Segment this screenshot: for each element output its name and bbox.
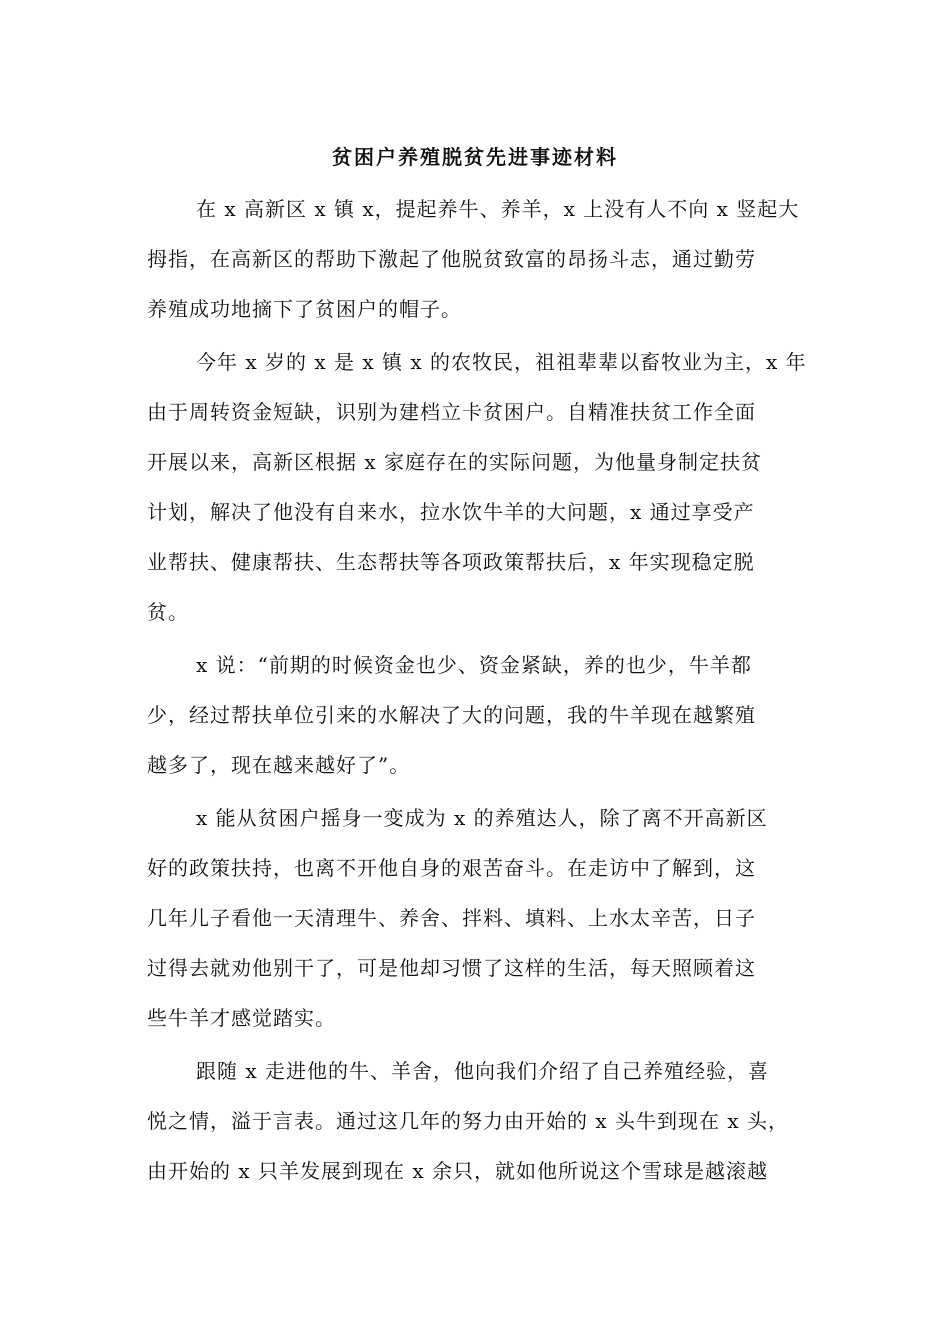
paragraph-1-line-2: 拇指，在高新区的帮助下激起了他脱贫致富的昂扬斗志，通过勤劳 [147,247,756,271]
paragraph-1-line-1: 在 x 高新区 x 镇 x，提起养牛、养羊，x 上没有人不向 x 竖起大 [196,197,800,221]
paragraph-2-line-4: 计划，解决了他没有自来水，拉水饮牛羊的大问题，x 通过享受产 [147,500,755,524]
paragraph-4-line-2: 好的政策扶持，也离不开他自身的艰苦奋斗。在走访中了解到，这 [147,856,756,880]
paragraph-4-line-3: 几年儿子看他一天清理牛、养舍、拌料、填料、上水太辛苦，日子 [147,906,756,930]
paragraph-4-line-4: 过得去就劝他别干了，可是他却习惯了这样的生活，每天照顾着这 [147,956,756,980]
paragraph-2-line-2: 由于周转资金短缺，识别为建档立卡贫困户。自精准扶贫工作全面 [147,400,756,424]
paragraph-5-line-3: 由开始的 x 只羊发展到现在 x 余只，就如他所说这个雪球是越滚越 [147,1159,768,1183]
document-title: 贫困户养殖脱贫先进事迹材料 [332,145,618,169]
paragraph-5-line-1: 跟随 x 走进他的牛、羊舍，他向我们介绍了自己养殖经验，喜 [196,1059,769,1083]
paragraph-2-line-5: 业帮扶、健康帮扶、生态帮扶等各项政策帮扶后，x 年实现稳定脱 [147,550,755,574]
paragraph-1-line-3: 养殖成功地摘下了贫困户的帽子。 [147,297,462,321]
paragraph-5-line-2: 悦之情，溢于言表。通过这几年的努力由开始的 x 头牛到现在 x 头， [147,1109,789,1133]
paragraph-3-line-3: 越多了，现在越来越好了”。 [147,753,411,777]
paragraph-2-line-6: 贫。 [147,600,189,624]
paragraph-3-line-1: x 说：“前期的时候资金也少、资金紧缺，养的也少，牛羊都 [196,653,752,677]
paragraph-4-line-1: x 能从贫困户摇身一变成为 x 的养殖达人，除了离不开高新区 [196,806,768,830]
paragraph-4-line-5: 些牛羊才感觉踏实。 [147,1006,336,1030]
paragraph-2-line-1: 今年 x 岁的 x 是 x 镇 x 的农牧民，祖祖辈辈以畜牧业为主，x 年 [196,350,807,374]
paragraph-3-line-2: 少，经过帮扶单位引来的水解决了大的问题，我的牛羊现在越繁殖 [147,703,756,727]
paragraph-2-line-3: 开展以来，高新区根据 x 家庭存在的实际问题，为他量身制定扶贫 [147,450,762,474]
